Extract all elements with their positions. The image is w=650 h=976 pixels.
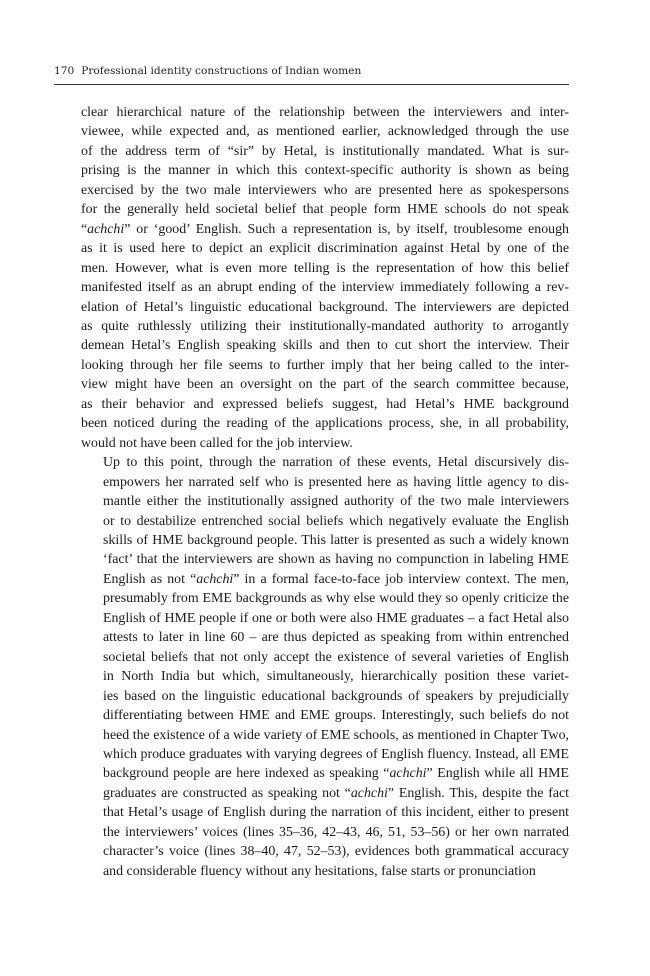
text-line: mantle either the institutionally assigned authority of the two male interviewers [103,494,569,510]
text-line: empowers her narrated self who is presented here as having little agency to dis- [103,474,569,490]
running-title: Professional identity constructions of Indian women [81,65,362,77]
text-line: that Hetal’s usage of English during the narration of this incident, either to present [103,805,569,821]
text-line: skills of HME background people. This latter is presented as such a widely known [103,532,569,548]
header-rule [54,84,569,85]
text-line: presumably from EME backgrounds as why else would they so openly criticize the [103,591,569,607]
paragraph [81,103,569,453]
body-text [81,103,569,881]
text-line: been noticed during the reading of the applications process, she, in all probability, [81,416,569,432]
text-line: ies based on the linguistic educational backgrounds of speakers by prejudicially [103,688,569,704]
text-line: “achchi” or ‘good’ English. Such a representation is, by itself, troublesome enough [81,221,569,237]
page-number: 170 [54,65,75,77]
text-line: and considerable fluency without any hesitations, false starts or pronunciation [103,863,536,879]
text-line: men. However, what is even more telling is the representation of how this belief [81,260,569,276]
text-line: clear hierarchical nature of the relationship between the interviewers and inter- [81,105,569,120]
text-line: Up to this point, through the narration of these events, Hetal discursively dis- [103,455,569,471]
text-line: background people are here indexed as speaking “achchi” English while all HME [103,766,569,782]
text-line: of the address term of “sir” by Hetal, is institutionally mandated. What is sur- [81,143,569,159]
text-line: English as not “achchi” in a formal face-to-face job interview context. The men, [103,571,569,587]
text-line: in North India but which, simultaneously, hierarchically position these variet- [103,669,569,685]
text-line: heed the existence of a wide variety of EME schools, as mentioned in Chapter Two, [103,727,569,743]
text-line: the interviewers’ voices (lines 35–36, 42–43, 46, 51, 53–56) or her own narrated [103,824,569,840]
text-line: manifested itself as an abrupt ending of the interview immediately following a rev- [81,280,569,296]
text-line: differentiating between HME and EME groups. Interestingly, such beliefs do not [103,708,569,724]
text-line: as their behavior and expressed beliefs suggest, had Hetal’s HME background [81,396,569,412]
text-line: ‘fact’ that the interviewers are shown as having no compunction in labeling HME [103,552,569,568]
paragraph [81,453,569,881]
text-line: or to destabilize entrenched social beliefs which negatively evaluate the English [103,513,569,529]
text-line: as quite ruthlessly utilizing their institutionally-mandated authority to arrogantly [81,318,569,334]
text-line: English of HME people if one or both were also HME graduates – a fact Hetal also [103,610,569,626]
text-line: as it is used here to depict an explicit discrimination against Hetal by one of the [81,241,569,257]
text-line: prising is the manner in which this context-specific authority is shown as being [81,163,569,179]
text-line: for the generally held societal belief that people form HME schools do not speak [81,202,569,218]
text-line: character’s voice (lines 38–40, 47, 52–53), evidences both grammatical accuracy [103,844,569,860]
text-line: attests to later in line 60 – are thus depicted as speaking from within entrenched [103,630,569,646]
text-line: demean Hetal’s English speaking skills and then to cut short the interview. Their [81,338,569,354]
text-line: societal beliefs that not only accept the existence of several varieties of English [103,649,569,665]
text-line: would not have been called for the job interview. [81,435,353,451]
text-line: graduates are constructed as speaking not “achchi” English. This, despite the fact [103,785,570,801]
text-line: looking through her file seems to further imply that her being called to the inter- [81,357,569,373]
text-line: exercised by the two male interviewers who are presented here as spokespersons [81,182,569,198]
text-line: view might have been an oversight on the part of the search committee because, [81,377,569,393]
text-line: elation of Hetal’s linguistic educational background. The interviewers are depicted [81,299,569,315]
text-line: which produce graduates with varying degrees of English fluency. Instead, all EME [103,746,569,762]
text-line: viewee, while expected and, as mentioned earlier, acknowledged through the use [81,124,569,140]
running-head [54,63,569,79]
